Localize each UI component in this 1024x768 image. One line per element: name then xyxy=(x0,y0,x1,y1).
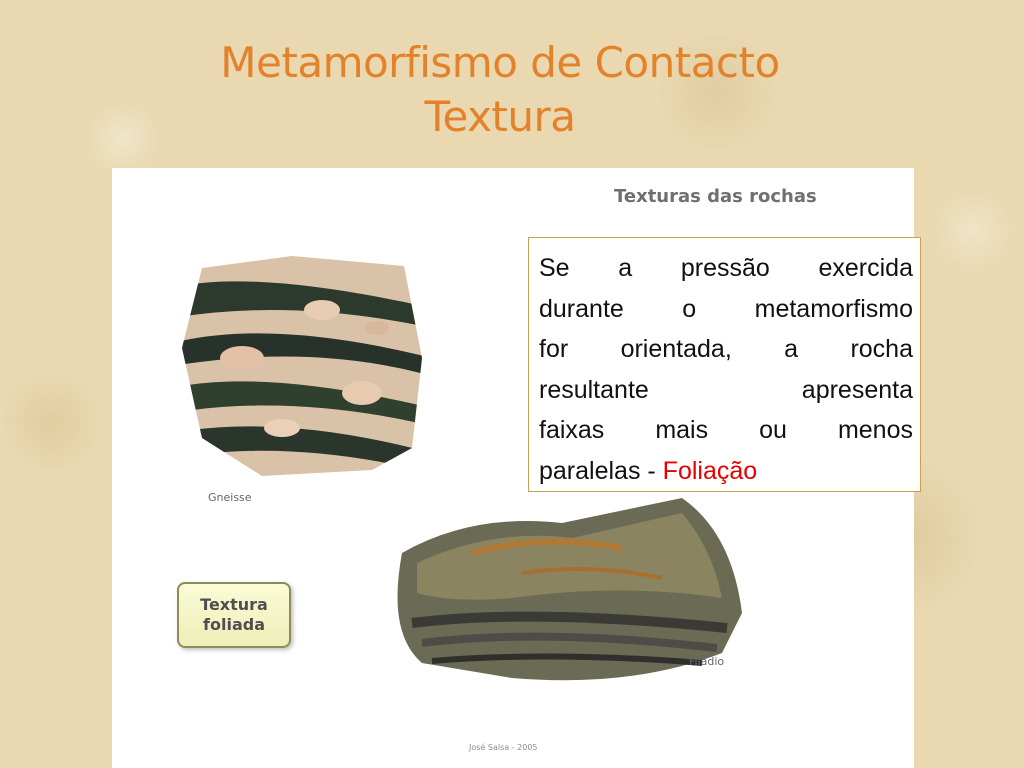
figure-heading: Texturas das rochas xyxy=(614,186,817,207)
slide-title-line-1: Metamorfismo de Contacto xyxy=(220,38,780,87)
note-line-1: Se a pressão exercida xyxy=(539,254,913,282)
note-line-3: for orientada, a rocha xyxy=(539,335,913,363)
gneiss-caption: Gneisse xyxy=(208,491,252,504)
note-line-4: resultante apresenta xyxy=(539,375,913,404)
texture-type-badge xyxy=(177,582,291,648)
slide-title xyxy=(0,36,1000,144)
note-line-6-prefix: paralelas - xyxy=(539,456,663,485)
note-line-6 xyxy=(539,451,913,492)
phyllite-caption: Filádio xyxy=(689,655,725,668)
badge-line-2: foliada xyxy=(203,615,265,634)
foliation-term: Foliação xyxy=(662,456,758,485)
foliation-note xyxy=(528,237,921,492)
slide-title-line-2: Textura xyxy=(424,92,576,141)
figure-credit: José Salsa - 2005 xyxy=(469,743,538,752)
badge-line-1: Textura xyxy=(200,595,268,614)
gneiss-rock-image xyxy=(172,248,432,488)
note-line-2: durante o metamorfismo xyxy=(539,294,913,323)
note-line-5: faixas mais ou menos xyxy=(539,416,913,444)
